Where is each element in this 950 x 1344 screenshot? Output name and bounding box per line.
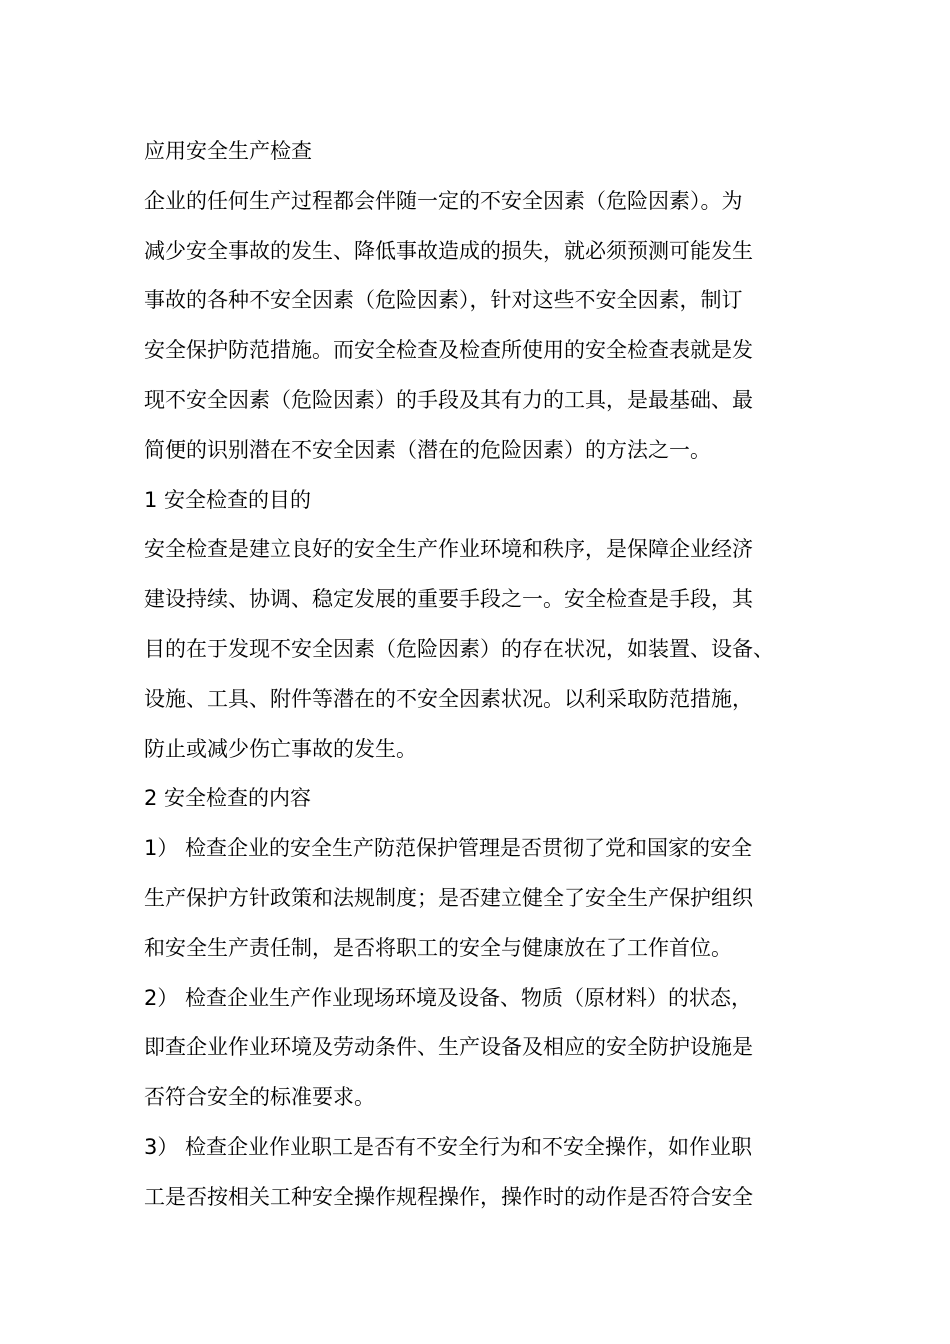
section-heading: 1 安全检查的目的: [144, 487, 312, 512]
text-line: 安全检查是建立良好的安全生产作业环境和秩序，是保障企业经济: [144, 537, 753, 562]
text-line: 和安全生产责任制，是否将职工的安全与健康放在了工作首位。: [144, 935, 732, 960]
document-body: [144, 127, 824, 1223]
text-line: 现不安全因素（危险因素）的手段及其有力的工具，是最基础、最: [144, 387, 753, 412]
list-item-line: 3） 检查企业作业职工是否有不安全行为和不安全操作，如作业职: [144, 1134, 753, 1159]
text-line: 事故的各种不安全因素（危险因素），针对这些不安全因素，制订: [144, 288, 743, 313]
text-line: 企业的任何生产过程都会伴随一定的不安全因素（危险因素）。为: [144, 188, 743, 213]
text-line: 生产保护方针政策和法规制度；是否建立健全了安全生产保护组织: [144, 885, 753, 910]
text-line: 否符合安全的标准要求。: [144, 1085, 375, 1110]
text-line: 建设持续、协调、稳定发展的重要手段之一。安全检查是手段，其: [144, 587, 753, 612]
document-title: 应用安全生产检查: [144, 139, 312, 163]
list-item-line: 1） 检查企业的安全生产防范保护管理是否贯彻了党和国家的安全: [144, 836, 753, 861]
text-line: 简便的识别潜在不安全因素（潜在的危险因素）的方法之一。: [144, 437, 711, 462]
text-line: 设施、工具、附件等潜在的不安全因素状况。以利采取防范措施，: [144, 686, 753, 711]
text-line: 工是否按相关工种安全操作规程操作，操作时的动作是否符合安全: [144, 1184, 753, 1209]
text-line: 目的在于发现不安全因素（危险因素）的存在状况，如装置、设备、: [144, 636, 774, 661]
text-line: 防止或减少伤亡事故的发生。: [144, 736, 417, 761]
text-line: 安全保护防范措施。而安全检查及检查所使用的安全检查表就是发: [144, 338, 753, 363]
text-line: 即查企业作业环境及劳动条件、生产设备及相应的安全防护设施是: [144, 1035, 753, 1060]
text-line: 减少安全事故的发生、降低事故造成的损失，就必须预测可能发生: [144, 238, 753, 263]
section-heading: 2 安全检查的内容: [144, 786, 312, 811]
list-item-line: 2） 检查企业生产作业现场环境及设备、物质（原材料）的状态，: [144, 985, 753, 1010]
